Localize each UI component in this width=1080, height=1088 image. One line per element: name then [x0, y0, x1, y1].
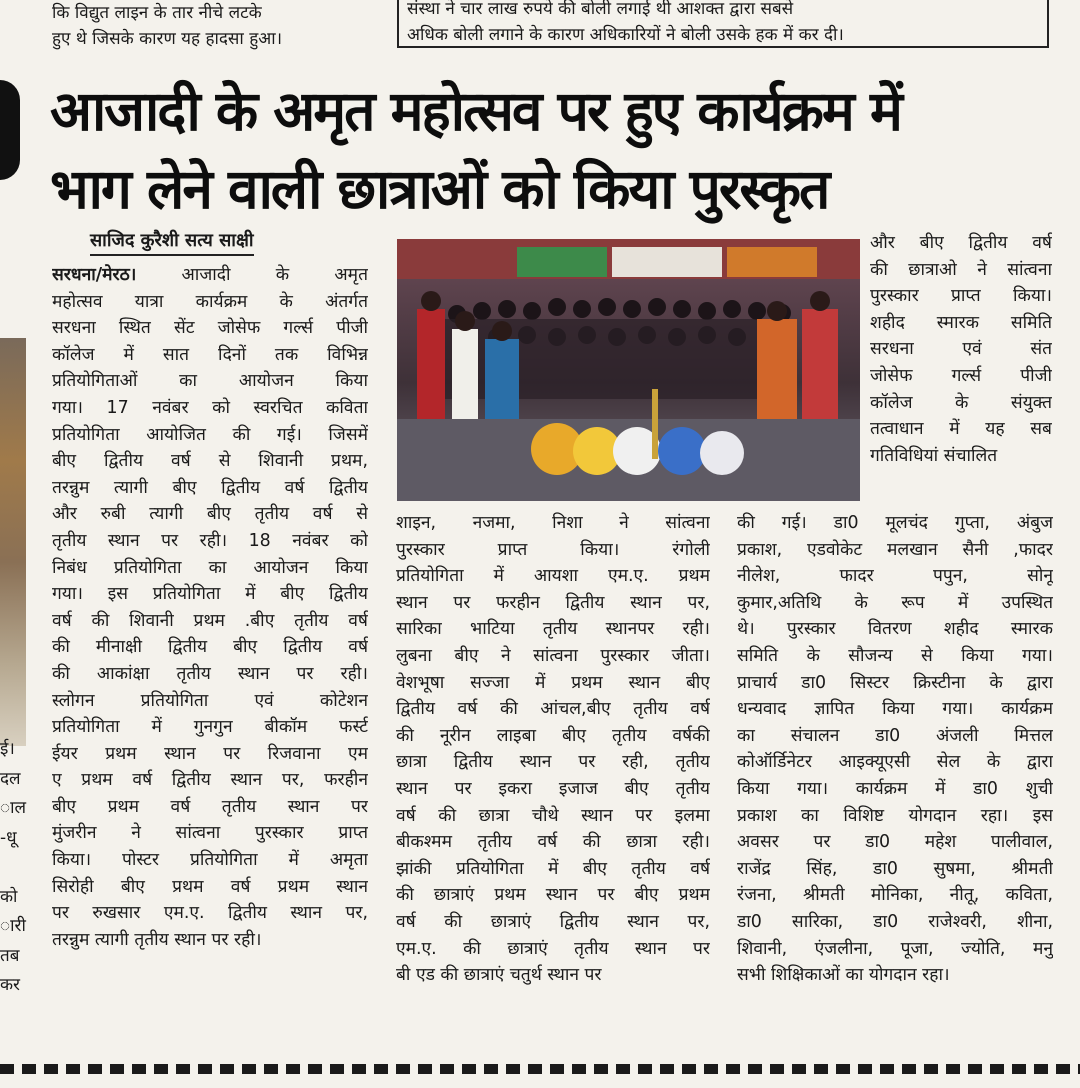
- article-line: बी एड की छात्राएं चतुर्थ स्थान पर: [396, 965, 602, 986]
- left-edge-line: ारी: [0, 916, 26, 936]
- article-line: की छात्राएं प्रथम स्थान पर बीए प्रथम: [396, 885, 710, 906]
- article-line: गया। इस प्रतियोगिता में बीए द्वितीय: [52, 584, 368, 605]
- article-line: निबंध प्रतियोगिता का आयोजन किया: [52, 557, 368, 578]
- article-line: किया गया। कार्यक्रम में डा0 शुची: [737, 778, 1053, 799]
- headline-line-1: आजादी के अमृत महोत्सव पर हुए कार्यक्रम में: [50, 79, 901, 143]
- event-photo-illustration: [397, 239, 860, 501]
- article-line: स्थान पर फरहीन द्वितीय स्थान पर,: [396, 592, 710, 613]
- article-line: और बीए द्वितीय वर्ष: [870, 233, 1052, 253]
- article-line: प्रतियोगिता आयोजित की गई। जिसमें: [52, 424, 368, 445]
- article-line: गतिविधियां संचालित: [870, 445, 998, 466]
- article-line: बीए द्वितीय वर्ष से शिवानी प्रथम,: [52, 451, 368, 472]
- article-line: ईयर प्रथम स्थान पर रिजवाना एम: [52, 743, 368, 764]
- article-column-3-bottom: [737, 510, 1053, 989]
- article-line: की मीनाक्षी द्वितीय बीए द्वितीय वर्ष: [52, 637, 368, 658]
- article-line: डा0 सारिका, डा0 राजेश्वरी, शीना,: [737, 911, 1053, 932]
- left-edge-line: ाल: [0, 798, 27, 818]
- article-line: प्रकाश, एडवोकेट मलखान सैनी ,फादर: [737, 539, 1053, 560]
- article-line: तरन्नुम त्यागी तृतीय स्थान पर रही।: [52, 929, 262, 950]
- article-line: की छात्राओ ने सांत्वना: [870, 259, 1052, 280]
- article-line: प्रकाश का विशिष्ट योगदान रहा। इस: [737, 805, 1053, 826]
- headline-line-2: भाग लेने वाली छात्राओं को किया पुरस्कृत: [50, 157, 829, 221]
- left-edge-line: कर: [0, 975, 21, 995]
- article-line: की गई। डा0 मूलचंद गुप्ता, अंबुज: [737, 513, 1053, 533]
- article-line: समिति के सौजन्य से किया गया।: [737, 645, 1053, 666]
- article-line: प्रतियोगिताओं का आयोजन किया: [52, 371, 368, 392]
- article-line: रंजना, श्रीमती मोनिका, नीतू, कविता,: [737, 885, 1053, 906]
- left-edge-line: [0, 853, 30, 883]
- article-line: तत्वाधान में यह सब: [870, 419, 1052, 440]
- left-edge-line: ई।: [0, 739, 15, 759]
- article-line: वर्ष की शिवानी प्रथम .बीए तृतीय वर्ष: [52, 610, 368, 631]
- left-edge-line: तब: [0, 945, 20, 966]
- article-line: स्लोगन प्रतियोगिता एवं कोटेशन: [52, 690, 368, 711]
- article-line: बीए प्रथम वर्ष तृतीय स्थान पर: [52, 796, 368, 817]
- left-edge-photo: [0, 338, 26, 746]
- article-line: थे। पुरस्कार वितरण शहीद स्मारक: [737, 619, 1053, 640]
- article-line: गया। 17 नवंबर को स्वरचित कविता: [52, 397, 368, 418]
- left-edge-text: [0, 735, 30, 1001]
- article-line: वेशभूषा सज्जा में प्रथम स्थान बीए: [396, 672, 710, 693]
- article-line: स्थान पर इकरा इजाज बीए तृतीय: [396, 778, 710, 799]
- article-line: छात्रा द्वितीय स्थान पर रही, तृतीय: [396, 752, 710, 773]
- article-line: वर्ष की छात्रा चौथे स्थान पर इलमा: [396, 805, 710, 826]
- article-column-3-top: [870, 230, 1052, 469]
- article-line: राजेंद्र सिंह, डा0 सुषमा, श्रीमती: [737, 858, 1053, 879]
- article-line: सरधना स्थित सेंट जोसेफ गर्ल्स पीजी: [52, 318, 368, 339]
- article-line: अवसर पर डा0 महेश पालीवाल,: [737, 832, 1053, 853]
- article-line: वर्ष की छात्राएं द्वितीय स्थान पर,: [396, 911, 710, 932]
- byline: साजिद कुरैशी सत्य साक्षी: [90, 228, 254, 256]
- article-line: तृतीय स्थान पर रही। 18 नवंबर को: [52, 530, 368, 551]
- article-line: एम.ए. की छात्राएं तृतीय स्थान पर: [396, 938, 710, 959]
- article-line: सभी शिक्षिकाओं का योगदान रहा।: [737, 965, 950, 986]
- article-line: कॉलेज में सात दिनों तक विभिन्न: [52, 344, 368, 365]
- article-line: प्रतियोगिता में आयशा एम.ए. प्रथम: [396, 566, 710, 587]
- boxed-story: [397, 0, 1049, 48]
- article-line: का संचालन डा0 अंजली मित्तल: [737, 725, 1053, 746]
- previous-story-line: कि विद्युत लाइन के तार नीचे लटके: [52, 3, 262, 23]
- article-line: पुरस्कार प्राप्त किया। रंगोली: [396, 539, 710, 560]
- left-edge-line: दल: [0, 768, 21, 789]
- event-photo: [397, 239, 860, 501]
- bottom-dashed-rule: [0, 1064, 1080, 1074]
- article-column-1: [52, 262, 368, 953]
- article-column-2: [396, 510, 710, 989]
- article-line: नीलेश, फादर पपुन, सोनू: [737, 566, 1053, 587]
- article-line: द्वितीय वर्ष की आंचल,बीए तृतीय वर्ष: [396, 699, 710, 720]
- article-line: कॉलेज के संयुक्त: [870, 392, 1052, 413]
- article-line: सिरोही बीए प्रथम वर्ष प्रथम स्थान: [52, 876, 368, 897]
- left-edge-line: को: [0, 886, 18, 907]
- article-line: कोऑर्डिनेटर आइक्यूएसी सेल के द्वारा: [737, 752, 1053, 773]
- article-line: झांकी प्रतियोगिता में बीए तृतीय वर्ष: [396, 858, 710, 879]
- article-line: शिवानी, एंजलीना, पूजा, ज्योति, मनु: [737, 938, 1053, 959]
- article-line: लुबना बीए ने सांत्वना पुरस्कार जीता।: [396, 645, 710, 666]
- boxed-story-line: अधिक बोली लगाने के कारण अधिकारियों ने बोली उसके हक में कर दी।: [407, 25, 844, 45]
- article-line: बीकश्मम तृतीय वर्ष की छात्रा रही।: [396, 832, 710, 853]
- article-line: ए प्रथम वर्ष द्वितीय स्थान पर, फरहीन: [52, 770, 368, 791]
- article-line: सारिका भाटिया तृतीय स्थानपर रही।: [396, 619, 710, 640]
- left-edge-line: -धू: [0, 827, 17, 848]
- article-line: धन्यवाद ज्ञापित किया गया। कार्यक्रम: [737, 699, 1053, 720]
- article-line: पर रुखसार एम.ए. द्वितीय स्थान पर,: [52, 903, 368, 924]
- dateline: सरधना/मेरठ।: [52, 265, 137, 285]
- article-line: प्राचार्य डा0 सिस्टर क्रिस्टीना के द्वारा: [737, 672, 1053, 693]
- article-line: किया। पोस्टर प्रतियोगिता में अमृता: [52, 850, 368, 871]
- boxed-story-line: संस्था ने चार लाख रुपये की बोली लगाई थी आशक्त द्वारा सबसे: [407, 0, 794, 19]
- article-line: प्रतियोगिता में गुनगुन बीकॉम फर्स्ट: [52, 717, 368, 738]
- article-line: शाइन, नजमा, निशा ने सांत्वना: [396, 513, 710, 533]
- article-line: कुमार,अतिथि के रूप में उपस्थित: [737, 592, 1053, 613]
- previous-story-line: हुए थे जिसके कारण यह हादसा हुआ।: [52, 29, 283, 49]
- article-line-text: आजादी के अमृत: [136, 265, 368, 285]
- previous-story: [52, 0, 370, 52]
- article-line: और रुबी त्यागी बीए तृतीय वर्ष से: [52, 504, 368, 525]
- article-line: पुरस्कार प्राप्त किया।: [870, 286, 1052, 307]
- article-line: की नूरीन लाइबा बीए तृतीय वर्षकी: [396, 725, 710, 746]
- article-line: [52, 262, 368, 289]
- article-line: की आकांक्षा तृतीय स्थान पर रही।: [52, 663, 368, 684]
- article-line: शहीद स्मारक समिति: [870, 312, 1052, 333]
- headline: [50, 72, 1070, 228]
- article-line: सरधना एवं संत: [870, 339, 1052, 360]
- article-line: जोसेफ गर्ल्स पीजी: [870, 365, 1052, 386]
- left-edge-graphic: [0, 80, 20, 180]
- article-line: महोत्सव यात्रा कार्यक्रम के अंतर्गत: [52, 291, 368, 312]
- article-line: मुंजरीन ने सांत्वना पुरस्कार प्राप्त: [52, 823, 368, 844]
- article-line: तरन्नुम त्यागी बीए द्वितीय वर्ष द्वितीय: [52, 477, 368, 498]
